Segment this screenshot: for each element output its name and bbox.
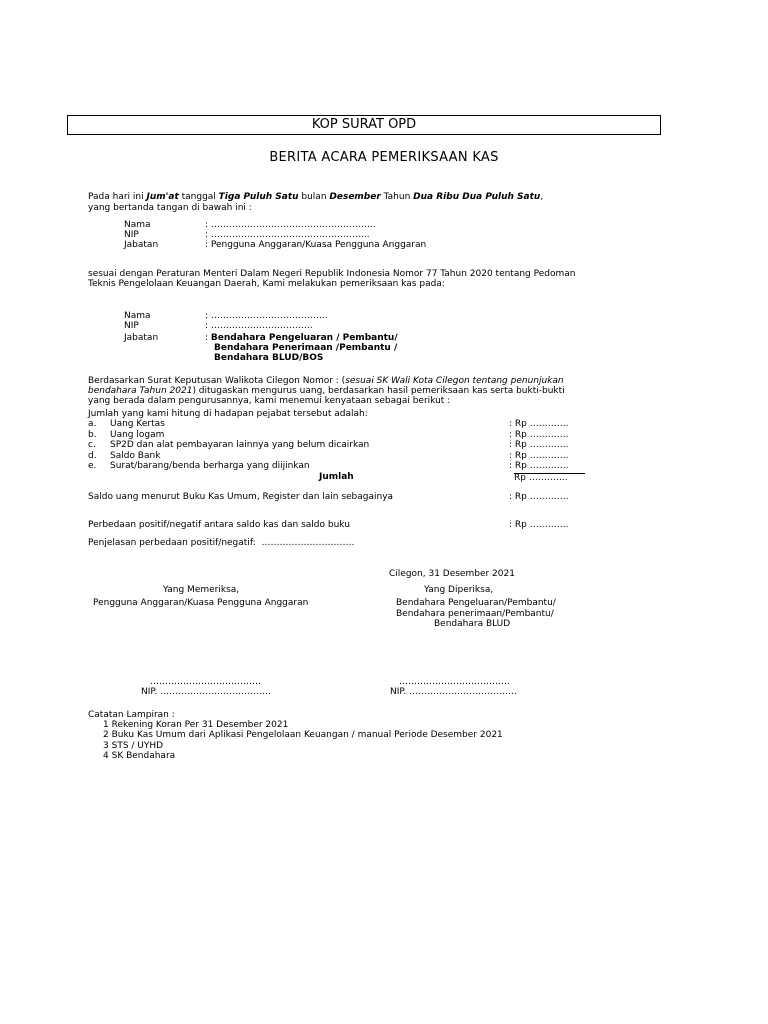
left-signer-nip: NIP. ………………………………. — [141, 687, 271, 697]
count-item-label: SP2D dan alat pembayaran lainnya yang belum dicairkan — [110, 440, 370, 450]
penjelasan-value: …………………………. — [261, 538, 355, 548]
attachment-item — [103, 741, 163, 751]
count-item-amount: : Rp …………. — [509, 440, 569, 450]
decree-line-3: yang berada dalam pengurusannya, kami menemui kenyataan sebagai berikut : — [88, 396, 451, 406]
opening-line-1 — [88, 192, 543, 202]
count-item-letter: d. — [88, 451, 97, 461]
opening-text-3: bulan — [298, 192, 330, 202]
count-item-letter: b. — [88, 430, 97, 440]
party2-jabatan-colon: : — [205, 333, 211, 343]
party2-nama-label: Nama — [124, 311, 151, 321]
saldo-label: Saldo uang menurut Buku Kas Umum, Register dan lain sebagainya — [88, 492, 394, 502]
count-item-amount: : Rp …………. — [509, 461, 569, 471]
party1-nama-label: Nama — [124, 220, 151, 230]
document-title: BERITA ACARA PEMERIKSAAN KAS — [269, 150, 499, 165]
attachments-title: Catatan Lampiran : — [88, 710, 175, 720]
party1-nama-value: : ………………………………………………. — [205, 220, 376, 230]
count-item-label: Saldo Bank — [110, 451, 161, 461]
party2-jabatan-line-2: Bendahara Penerimaan /Pembantu / — [214, 343, 398, 353]
total-label: Jumlah — [319, 472, 354, 482]
right-signer-role-3: Bendahara BLUD — [434, 619, 511, 629]
party1-jabatan-value: : Pengguna Anggaran/Kuasa Pengguna Anggaran — [205, 240, 427, 250]
count-item-letter: c. — [88, 440, 96, 450]
count-item-letter: a. — [88, 419, 97, 429]
attachment-item — [103, 720, 288, 730]
opening-text-5: , — [540, 192, 544, 202]
party1-nip-label: NIP — [124, 230, 139, 240]
perbedaan-amount: : Rp …………. — [509, 520, 569, 530]
attachment-text: SK Bendahara — [111, 751, 176, 761]
party2-jabatan-label: Jabatan — [124, 333, 159, 343]
count-item-amount: : Rp …………. — [509, 451, 569, 461]
right-signer-name: ………………………………. — [399, 677, 510, 687]
attachment-num: 4 — [103, 751, 109, 761]
count-item-label: Surat/barang/benda berharga yang diijinkan — [110, 461, 310, 471]
attachment-text: STS / UYHD — [111, 741, 164, 751]
decree-text-1b: sesuai SK Wali Kota Cilegon tentang penunjukan — [345, 376, 564, 386]
count-item-letter: e. — [88, 461, 97, 471]
party2-jabatan-text-1: Bendahara Pengeluaran / Pembantu/ — [210, 333, 398, 343]
penjelasan-line — [88, 538, 354, 548]
attachment-text: Rekening Koran Per 31 Desember 2021 — [111, 720, 289, 730]
left-signer-title: Yang Memeriksa, — [163, 585, 240, 595]
count-item-amount: : Rp …………. — [509, 430, 569, 440]
attachment-item — [103, 751, 175, 761]
opening-line-2: yang bertanda tangan di bawah ini : — [88, 203, 252, 213]
attachment-num: 1 — [103, 720, 109, 730]
right-signer-title: Yang Diperiksa, — [424, 585, 494, 595]
decree-text-1a: Berdasarkan Surat Keputusan Walikota Cilegon Nomor : ( — [88, 376, 346, 386]
regulation-line-1: sesuai dengan Peraturan Menteri Dalam Negeri Republik Indonesia Nomor 77 Tahun 2020 tentang Pedoman — [88, 269, 576, 279]
count-item-label: Uang Kertas — [110, 419, 165, 429]
decree-line-1 — [88, 376, 564, 386]
count-intro: Jumlah yang kami hitung di hadapan pejabat tersebut adalah: — [88, 409, 368, 419]
party1-nip-value: : …………………………………………….. — [205, 230, 370, 240]
party2-nama-value: : ………………………………… — [205, 311, 328, 321]
right-signer-role-1: Bendahara Pengeluaran/Pembantu/ — [396, 598, 556, 608]
count-item-amount: : Rp …………. — [509, 419, 569, 429]
opening-date: Tiga Puluh Satu — [218, 192, 299, 202]
party1-jabatan-label: Jabatan — [124, 240, 159, 250]
opening-text-4: Tahun — [380, 192, 414, 202]
decree-text-2a: bendahara Tahun 2021 — [88, 386, 193, 396]
right-signer-nip: NIP. ……………………………… — [390, 687, 518, 697]
right-signer-role-2: Bendahara penerimaan/Pembantu/ — [396, 609, 554, 619]
penjelasan-label: Penjelasan perbedaan positif/negatif: — [88, 538, 256, 548]
regulation-line-2: Teknis Pengelolaan Keuangan Daerah, Kami melakukan pemeriksaan kas pada: — [88, 279, 445, 289]
kop-surat-text: KOP SURAT OPD — [311, 117, 417, 132]
left-signer-role: Pengguna Anggaran/Kuasa Pengguna Anggaran — [93, 598, 309, 608]
saldo-amount: : Rp …………. — [509, 492, 569, 502]
decree-text-2b: ) ditugaskan mengurus uang, berdasarkan hasil pemeriksaan kas serta bukti-bukti — [192, 386, 565, 396]
attachment-text: Buku Kas Umum dari Aplikasi Pengelolaan Keuangan / manual Periode Desember 2021 — [111, 730, 503, 740]
attachment-item — [103, 730, 503, 740]
total-amount: Rp …………. — [514, 473, 568, 483]
opening-month: Desember — [329, 192, 381, 202]
left-signer-name: ………………………………. — [150, 677, 261, 687]
kop-surat-box — [67, 115, 661, 135]
opening-day: Jum'at — [146, 192, 179, 202]
party2-jabatan-line-3: Bendahara BLUD/BOS — [214, 353, 324, 363]
attachment-num: 3 — [103, 741, 109, 751]
place-date: Cilegon, 31 Desember 2021 — [389, 569, 515, 579]
opening-year: Dua Ribu Dua Puluh Satu — [413, 192, 541, 202]
attachment-num: 2 — [103, 730, 109, 740]
opening-text-2: tanggal — [178, 192, 219, 202]
decree-line-2 — [88, 386, 565, 396]
perbedaan-label: Perbedaan positif/negatif antara saldo kas dan saldo buku — [88, 520, 350, 530]
opening-text-1: Pada hari ini — [88, 192, 147, 202]
count-item-label: Uang logam — [110, 430, 165, 440]
party2-nip-value: : ……………………………. — [205, 321, 313, 331]
party2-nip-label: NIP — [124, 321, 139, 331]
party2-jabatan-line-1 — [205, 333, 398, 343]
